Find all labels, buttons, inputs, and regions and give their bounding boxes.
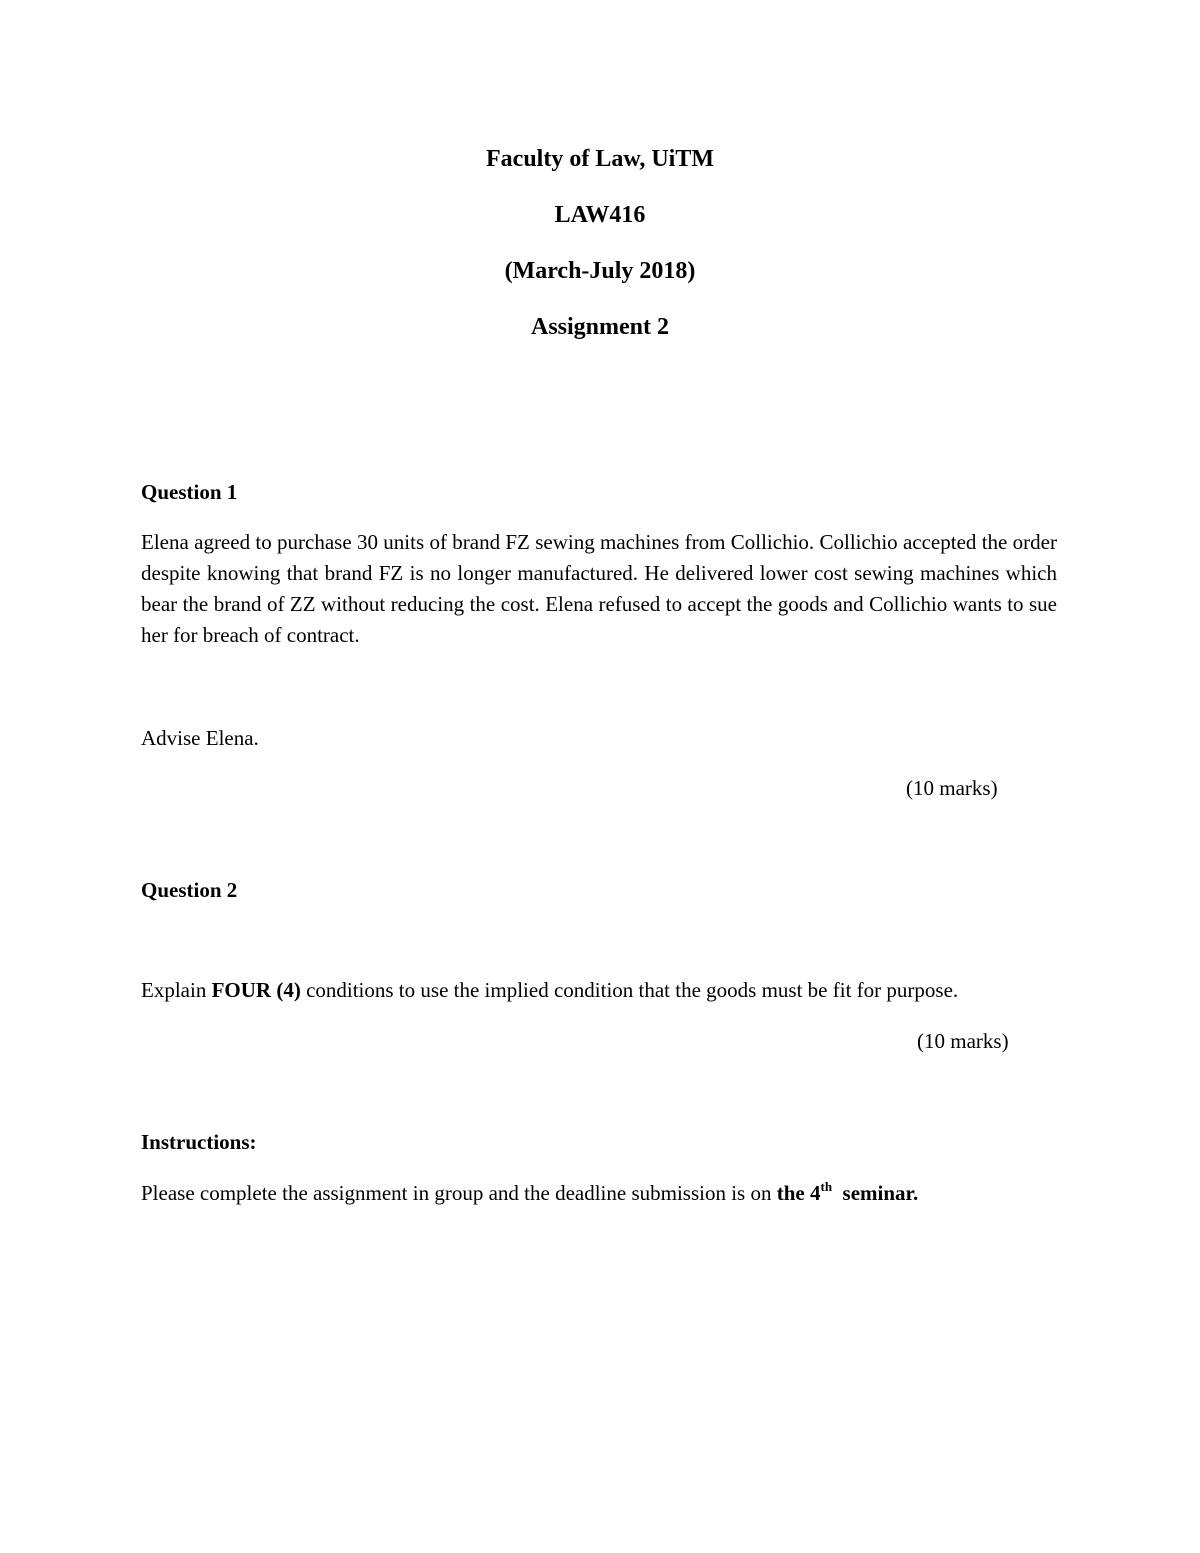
question-1-body: Elena agreed to purchase 30 units of brand FZ sewing machines from Collichio. Collichio accepted the order despite knowing that brand FZ is no longer manufactured. He delivered lower cost sewing machines which bear the brand of ZZ without reducing the cost. Elena refused to accept the goods and Collichio wants to sue her for breach of contract.: [141, 530, 1057, 647]
question-2-body-prefix: Explain: [141, 978, 212, 1002]
question-2-heading: Question 2: [141, 878, 238, 902]
instructions-deadline-pre: the 4: [776, 1181, 821, 1205]
instructions-deadline-post: seminar.: [832, 1181, 919, 1205]
instructions-body-prefix: Please complete the assignment in group and the deadline submission is on: [141, 1181, 777, 1205]
session-period: (March-July 2018): [504, 258, 696, 284]
instructions-body: [141, 1180, 918, 1206]
faculty-title: Faculty of Law, UiTM: [486, 146, 714, 172]
question-2-body-suffix: conditions to use the implied condition that the goods must be fit for purpose.: [300, 978, 959, 1002]
question-1-heading: Question 1: [141, 480, 238, 504]
question-2-body-bold: FOUR (4): [211, 978, 301, 1002]
question-2-marks: (10 marks): [917, 1029, 1009, 1053]
instructions-deadline-sup: th: [820, 1179, 833, 1194]
assignment-title: Assignment 2: [530, 314, 669, 340]
question-1-marks: (10 marks): [906, 776, 998, 800]
instructions-heading: Instructions:: [141, 1130, 257, 1154]
question-2-body: [141, 977, 958, 1003]
question-1-task: Advise Elena.: [141, 726, 259, 750]
course-code: LAW416: [554, 202, 646, 228]
